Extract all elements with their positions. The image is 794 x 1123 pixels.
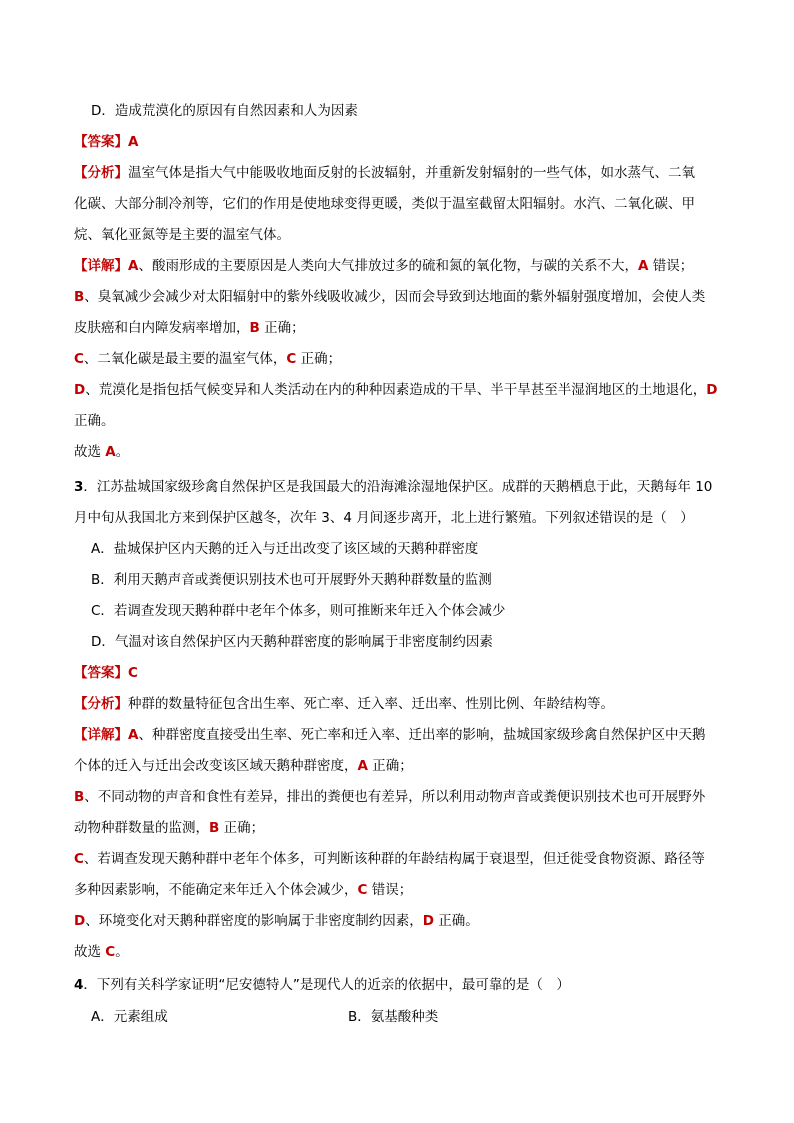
answer-tag: 【答案】: [74, 134, 128, 150]
detail-text: 皮肤癌和白内障发病率增加，: [74, 320, 250, 336]
q2-analysis-line-1: [74, 164, 734, 182]
q2-detail-c: [74, 350, 734, 368]
answer-tag: 【答案】: [74, 665, 128, 681]
q3-stem-line-1: [74, 478, 734, 496]
detail-text: 、不同动物的声音和食性有差异，排出的粪便也有差异，所以利用动物声音或粪便识别技术也可开展野外: [84, 789, 706, 805]
item-letter: A: [357, 758, 368, 774]
q3-detail-c-cont: [74, 881, 734, 899]
q4-option-a: A．元素组成: [91, 1009, 168, 1025]
choose-value: C: [105, 944, 116, 960]
item-letter: D: [706, 382, 718, 398]
item-letter: D: [422, 913, 434, 929]
choose-end: 。: [115, 944, 129, 960]
choose-label: 故选: [74, 944, 106, 960]
item-letter: B: [249, 320, 260, 336]
q2-detail-d: [74, 381, 734, 399]
detail-text: 、酸雨形成的主要原因是人类向大气排放过多的硫和氮的氧化物，与碳的关系不大，: [138, 258, 638, 274]
choose-value: A: [105, 444, 116, 460]
detail-text: 多种因素影响，不能确定来年迁入个体会减少，: [74, 882, 358, 898]
item-letter: D: [74, 382, 86, 398]
verdict: 正确；: [219, 820, 265, 836]
verdict: 错误；: [648, 258, 694, 274]
item-letter: D: [74, 913, 86, 929]
answer-value: C: [128, 665, 138, 681]
detail-text: 动物种群数量的监测，: [74, 820, 209, 836]
question-stem: ．下列有关科学家证明“尼安德特人”是现代人的近亲的依据中，最可靠的是（ ）: [83, 977, 570, 993]
q3-detail-a-cont: [74, 757, 734, 775]
q3-detail-d: [74, 912, 734, 930]
verdict: 正确；: [367, 758, 413, 774]
item-letter: C: [286, 351, 297, 367]
q3-option-d: D．气温对该自然保护区内天鹅种群密度的影响属于非密度制约因素: [91, 634, 493, 650]
verdict: 正确；: [259, 320, 305, 336]
item-letter: C: [357, 882, 368, 898]
detail-text: 、荒漠化是指包括气候变异和人类活动在内的种种因素造成的干旱、半干旱甚至半湿润地区的土地退化，: [85, 382, 707, 398]
item-letter: B: [209, 820, 220, 836]
q3-stem-line-2: 月中旬从我国北方来到保护区越冬，次年 3、4 月间逐步离开，北上进行繁殖。下列叙述错误的是（ ）: [74, 510, 694, 526]
q2-detail-d-cont: 正确。: [74, 413, 115, 429]
item-letter: C: [74, 851, 84, 867]
question-number: 3: [74, 479, 84, 495]
analysis-text: 种群的数量特征包含出生率、死亡率、迁入率、迁出率、性别比例、年龄结构等。: [128, 696, 614, 712]
item-letter: A: [128, 258, 139, 274]
item-letter: C: [74, 351, 84, 367]
answer-value: A: [128, 134, 139, 150]
analysis-text: 温室气体是指大气中能吸收地面反射的长波辐射，并重新发射辐射的一些气体，如水蒸气、二氧: [128, 165, 695, 181]
q3-detail-b: [74, 788, 734, 806]
item-letter: A: [637, 258, 649, 274]
q4-stem: [74, 976, 734, 994]
detail-tag: 【详解】: [74, 258, 128, 274]
q3-option-b: B．利用天鹅声音或粪便识别技术也可开展野外天鹅种群数量的监测: [91, 572, 492, 588]
q2-choose: [74, 443, 734, 461]
q2-analysis-line-3: 烷、氧化亚氮等是主要的温室气体。: [74, 227, 290, 243]
item-letter: B: [74, 789, 85, 805]
detail-tag: 【详解】: [74, 727, 128, 743]
detail-text: 、二氧化碳是最主要的温室气体，: [83, 351, 287, 367]
q2-answer: [74, 133, 734, 151]
q3-answer: [74, 664, 734, 682]
detail-text: 、种群密度直接受出生率、死亡率和迁入率、迁出率的影响，盐城国家级珍禽自然保护区中天鹅: [138, 727, 706, 743]
q2-analysis-line-2: 化碳、大部分制冷剂等，它们的作用是使地球变得更暖，类似于温室截留太阳辐射。水汽、二氧化碳、甲: [74, 196, 695, 212]
detail-text: 、环境变化对天鹅种群密度的影响属于非密度制约因素，: [85, 913, 423, 929]
q3-detail-a: [74, 726, 734, 744]
q2-option-d: D．造成荒漠化的原因有自然因素和人为因素: [91, 103, 358, 119]
q3-choose: [74, 943, 734, 961]
q4-option-b: B．氨基酸种类: [348, 1009, 439, 1025]
q3-option-a: A．盐城保护区内天鹅的迁入与迁出改变了该区域的天鹅种群密度: [91, 541, 479, 557]
verdict: 正确；: [296, 351, 342, 367]
detail-text: 、若调查发现天鹅种群中老年个体多，可判断该种群的年龄结构属于衰退型，但迁徙受食物资源、路径等: [83, 851, 705, 867]
q4-options-row: [91, 1008, 751, 1026]
question-stem: ．江苏盐城国家级珍禽自然保护区是我国最大的沿海滩涂湿地保护区。成群的天鹅栖息于此，天鹅每年 10: [83, 479, 713, 495]
detail-text: 个体的迁入与迁出会改变该区域天鹅种群密度，: [74, 758, 358, 774]
verdict: 正确。: [433, 913, 479, 929]
verdict: 错误；: [367, 882, 413, 898]
detail-text: 、臭氧减少会减少对太阳辐射中的紫外线吸收减少，因而会导致到达地面的紫外辐射强度增加，会使人类: [84, 289, 706, 305]
question-number: 4: [74, 977, 84, 993]
q2-detail-b: [74, 288, 734, 306]
choose-label: 故选: [74, 444, 106, 460]
q2-detail-b-cont: [74, 319, 734, 337]
item-letter: A: [128, 727, 139, 743]
q3-detail-c: [74, 850, 734, 868]
q3-analysis: [74, 695, 734, 713]
q3-detail-b-cont: [74, 819, 734, 837]
item-letter: B: [74, 289, 85, 305]
choose-end: 。: [115, 444, 130, 460]
analysis-tag: 【分析】: [74, 696, 128, 712]
analysis-tag: 【分析】: [74, 165, 128, 181]
q3-option-c: C．若调查发现天鹅种群中老年个体多，则可推断来年迁入个体会减少: [91, 603, 506, 619]
q2-detail-a: [74, 257, 734, 275]
